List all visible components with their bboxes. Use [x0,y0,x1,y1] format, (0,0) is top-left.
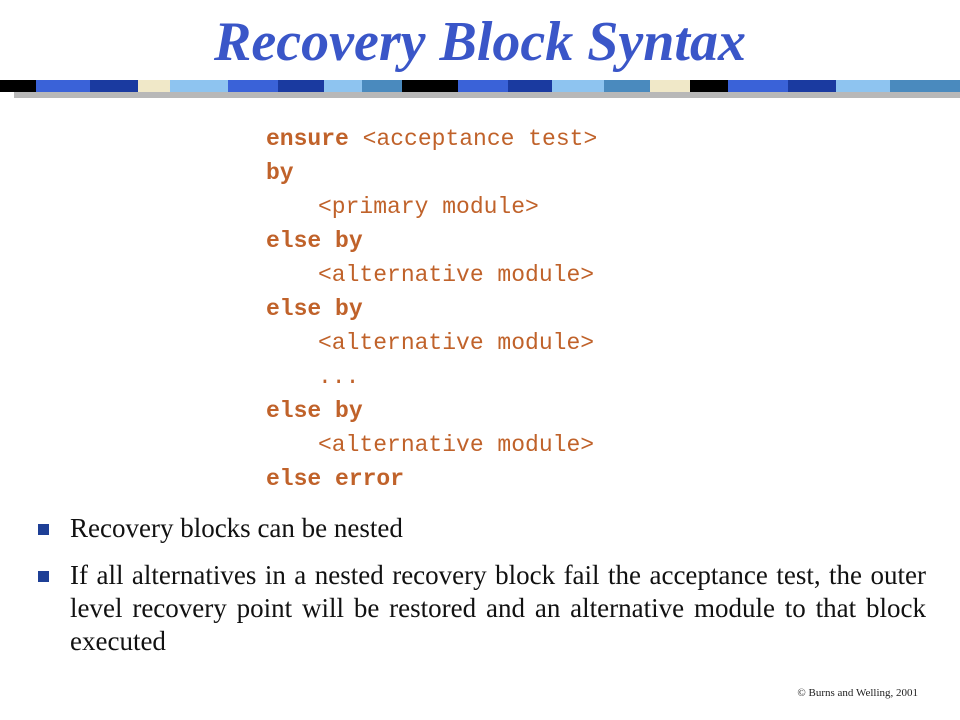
code-line: <alternative module> [318,432,595,458]
title-rule [0,80,960,92]
rule-segment [458,80,508,92]
rule-segment [690,80,728,92]
bullet-item [36,559,926,658]
rule-segment [278,80,324,92]
rule-segment [90,80,138,92]
rule-segment [36,80,90,92]
code-line: else error [266,466,405,492]
code-line: ... [318,364,360,390]
bullet-text: If all alternatives in a nested recovery block fail the acceptance test, the outer level recovery point will be restored and an alternative module to that block executed [70,560,926,656]
code-block [266,122,597,496]
bullet-list [36,512,926,672]
square-bullet-icon [38,524,49,535]
rule-segment [0,80,36,92]
copyright-notice: © Burns and Welling, 2001 [797,687,918,699]
code-line: ensure <acceptance test> [266,126,598,152]
code-line: by [266,160,294,186]
code-line: else by [266,398,363,424]
bullet-text: Recovery blocks can be nested [70,513,403,543]
rule-segment [728,80,788,92]
code-line: else by [266,296,363,322]
rule-segment [788,80,836,92]
square-bullet-icon [38,571,49,582]
rule-segment [508,80,552,92]
rule-segment [324,80,362,92]
rule-segment [650,80,690,92]
slide-title: Recovery Block Syntax [214,11,746,73]
code-line: <primary module> [318,194,539,220]
rule-segment [170,80,228,92]
rule-segment [836,80,890,92]
rule-segment [552,80,604,92]
bullet-item [36,512,926,545]
rule-segment [228,80,278,92]
rule-segment [138,80,170,92]
rule-segment [362,80,402,92]
rule-segment [604,80,650,92]
code-line: else by [266,228,363,254]
rule-segment [890,80,960,92]
rule-segment [402,80,458,92]
code-line: <alternative module> [318,262,595,288]
code-line: <alternative module> [318,330,595,356]
